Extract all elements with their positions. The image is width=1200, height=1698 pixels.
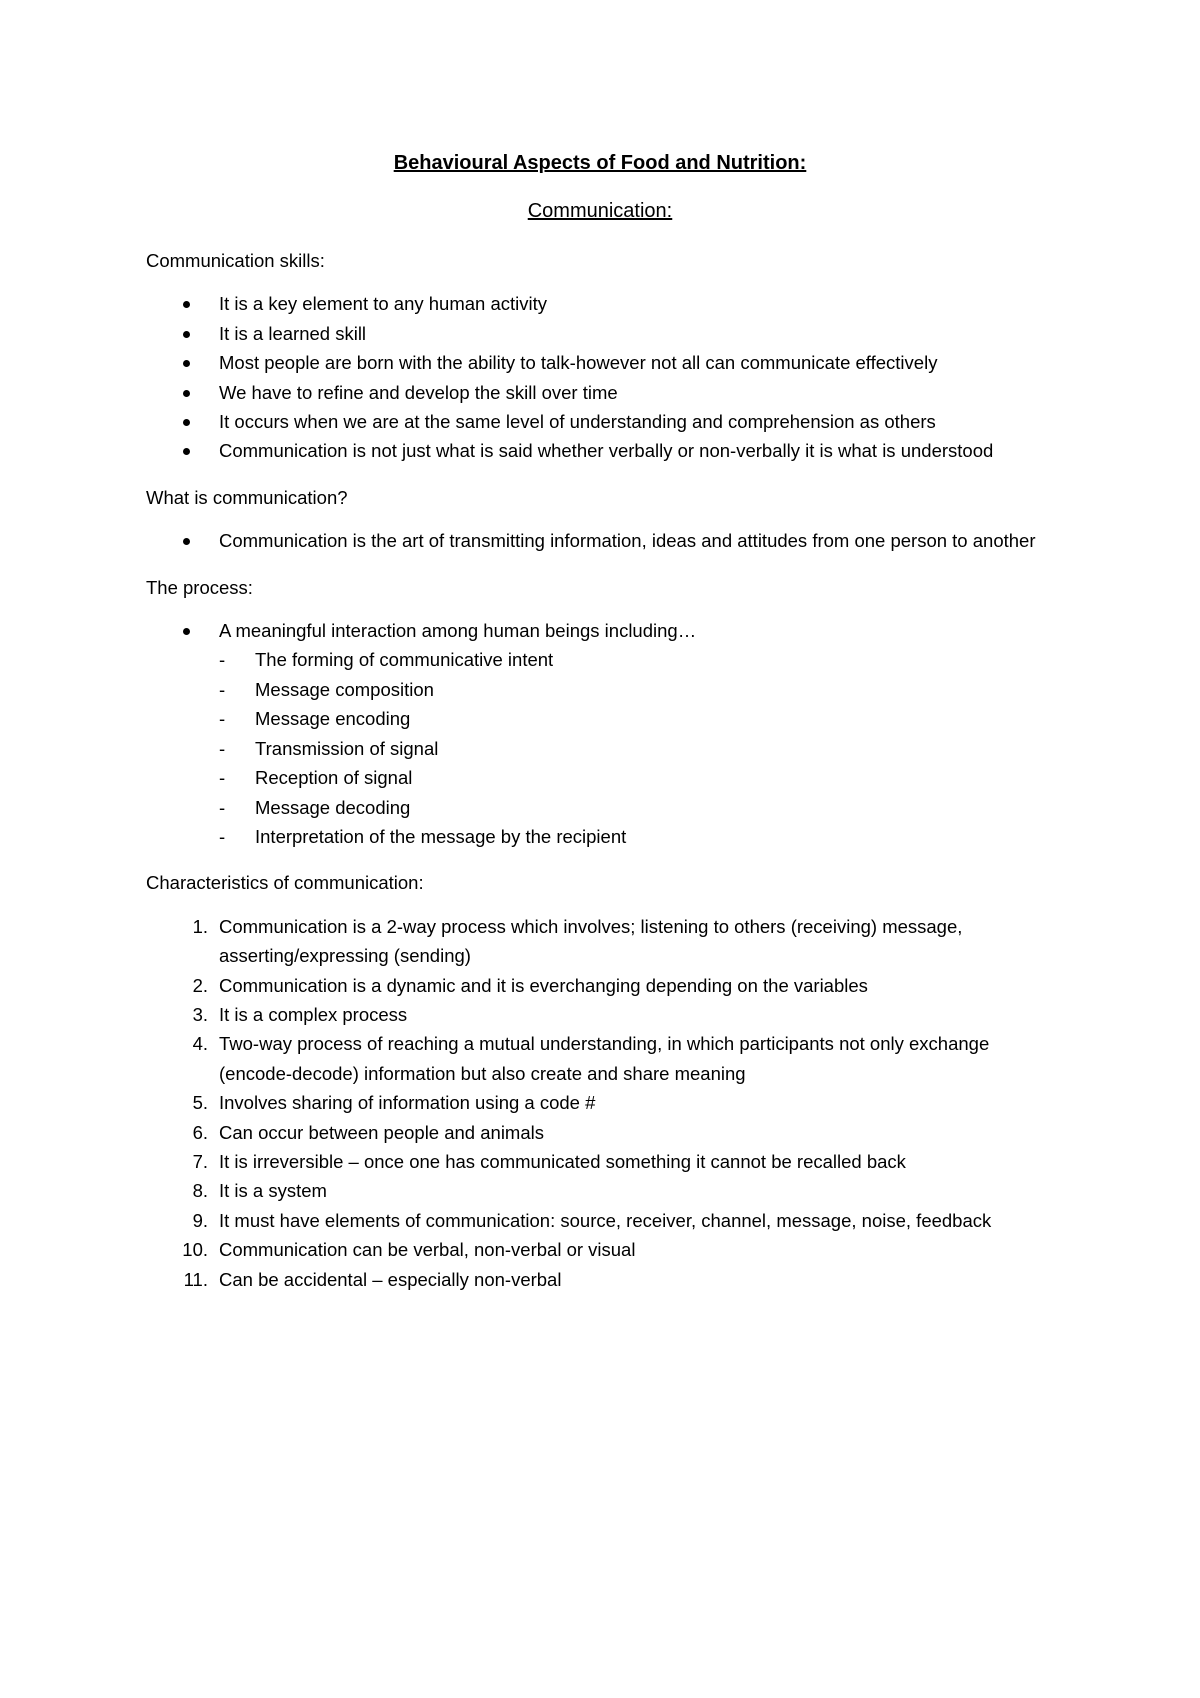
process-step: - Reception of signal <box>219 767 413 789</box>
characteristics-heading: Characteristics of communication: <box>146 872 424 894</box>
list-item: 4. Two-way process of reaching a mutual understanding, in which participants not only exchange (encode-decode) information but also create and share meaning <box>192 1033 990 1084</box>
list-item: 8. It is a system <box>192 1180 327 1202</box>
list-item: Most people are born with the ability to talk-however not all can communicate effectively <box>146 348 1066 377</box>
list-item: Communication is not just what is said whether verbally or non-verbally it is what is understood <box>146 436 1066 465</box>
bullet-icon <box>183 331 190 338</box>
list-item: Communication is the art of transmitting information, ideas and attitudes from one person to another <box>146 526 1066 555</box>
process-step: - Message encoding <box>219 708 411 730</box>
list-item: 6. Can occur between people and animals <box>192 1121 544 1143</box>
document-title: Behavioural Aspects of Food and Nutrition: <box>393 152 807 174</box>
characteristics-list <box>146 912 1066 1294</box>
process-step: - Interpretation of the message by the recipient <box>219 825 627 847</box>
bullet-icon <box>183 360 190 367</box>
list-item: 1. Communication is a 2-way process which involves; listening to others (receiving) message, asserting/expressing (sending) <box>192 915 963 967</box>
skills-list <box>146 289 1066 465</box>
bullet-icon <box>183 390 190 397</box>
section-title: Communication: <box>527 200 673 222</box>
list-item: 9. It must have elements of communication: source, receiver, channel, message, noise, feedback <box>192 1209 992 1231</box>
list-item: It occurs when we are at the same level of understanding and comprehension as others <box>146 407 1066 436</box>
list-item: A meaningful interaction among human beings including… <box>146 616 1066 645</box>
process-step: - Transmission of signal <box>219 737 439 759</box>
bullet-icon <box>183 419 190 426</box>
list-item: 2. Communication is a dynamic and it is everchanging depending on the variables <box>192 974 868 996</box>
list-item: 3. It is a complex process <box>192 1003 408 1025</box>
list-item: 5. Involves sharing of information using a code # <box>192 1092 596 1114</box>
process-steps <box>146 645 1066 851</box>
list-item: It is a key element to any human activity <box>146 289 1066 318</box>
bullet-icon <box>183 301 190 308</box>
bullet-icon <box>183 628 190 635</box>
bullet-icon <box>183 538 190 545</box>
list-item: 11. Can be accidental – especially non-verbal <box>183 1268 562 1290</box>
skills-heading: Communication skills: <box>146 250 325 271</box>
process-step: - Message composition <box>219 678 434 700</box>
list-item: It is a learned skill <box>146 319 1066 348</box>
process-step: - The forming of communicative intent <box>219 649 554 671</box>
process-heading: The process: <box>146 576 253 598</box>
document-body <box>146 246 1066 1294</box>
what-list <box>146 526 1066 555</box>
list-item: 7. It is irreversible – once one has communicated something it cannot be recalled back <box>192 1150 906 1172</box>
list-item: 10. Communication can be verbal, non-verbal or visual <box>182 1239 636 1261</box>
bullet-icon <box>183 448 190 455</box>
process-list <box>146 616 1066 645</box>
what-heading: What is communication? <box>146 486 348 508</box>
process-step: - Message decoding <box>219 796 411 818</box>
list-item: We have to refine and develop the skill over time <box>146 378 1066 407</box>
